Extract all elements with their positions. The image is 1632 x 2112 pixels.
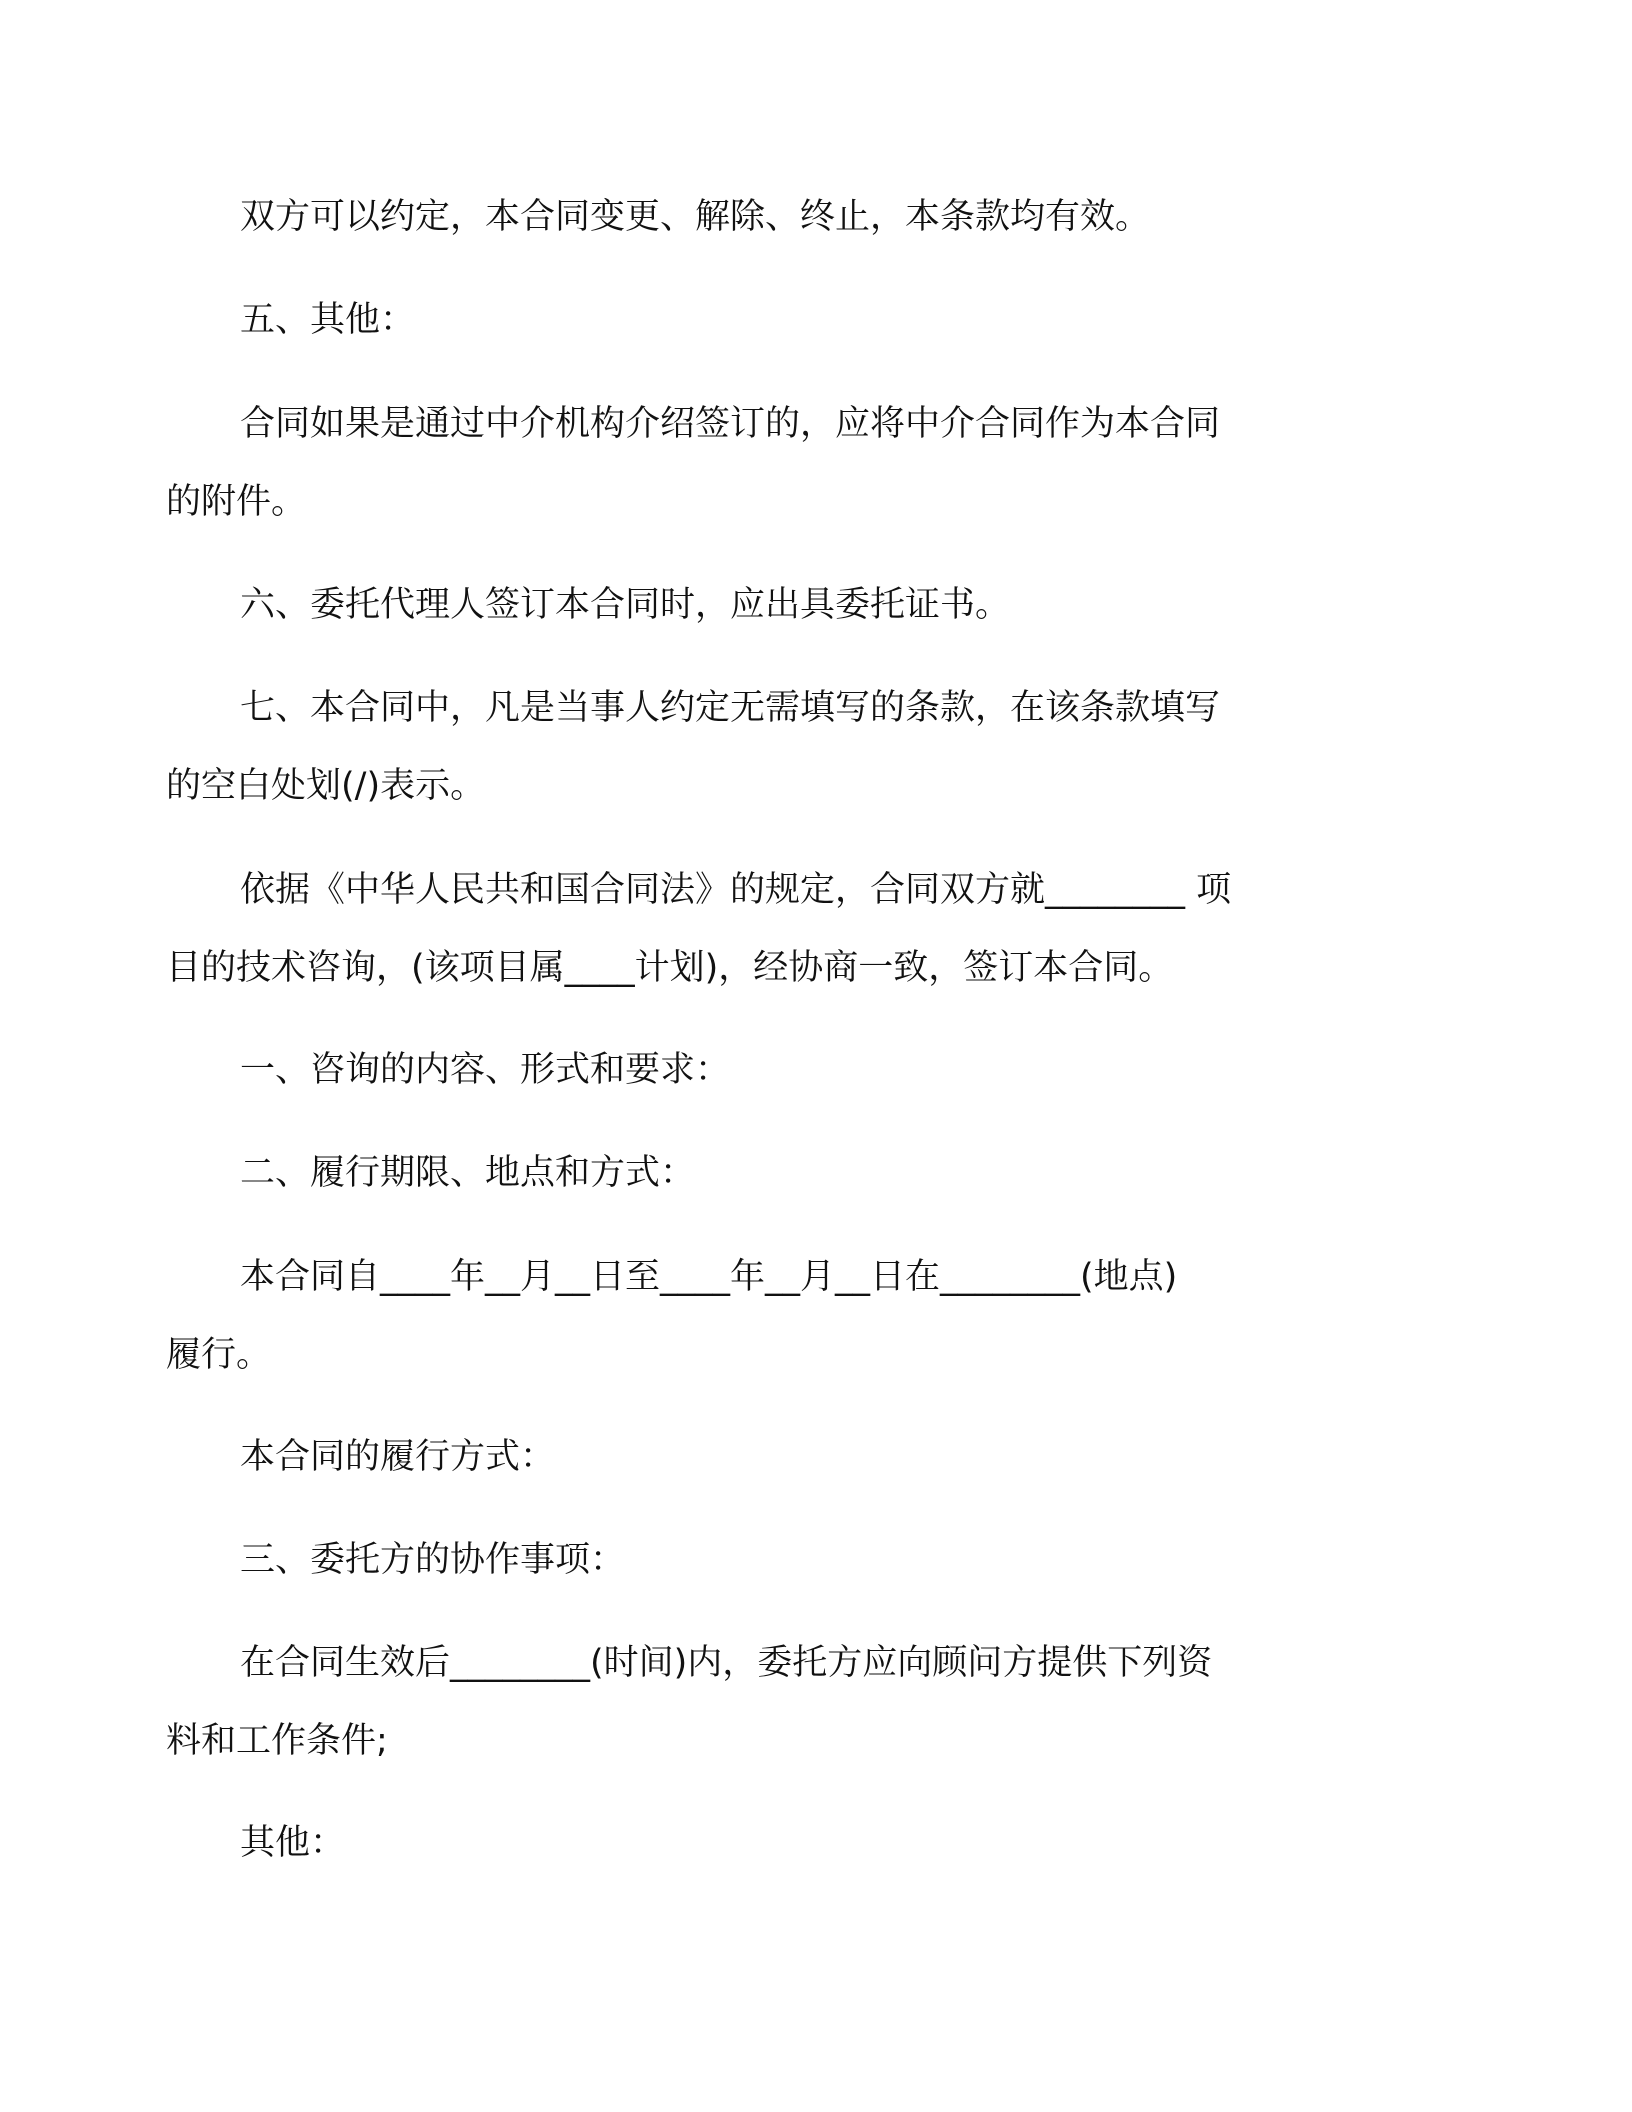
paragraph-line: 履行。 [166,1335,272,1375]
section-heading-content [240,1050,1390,1090]
paragraph-line: 一、咨询的内容、形式和要求： [240,1050,731,1090]
paragraph-others [240,1823,1390,1863]
paragraph-line: 二、履行期限、地点和方式： [240,1153,696,1193]
paragraph-line: 其他： [240,1823,346,1863]
paragraph-line: 本合同自____年__月__日至____年__月__日在________(地点) [240,1257,1178,1297]
paragraph-line: 料和工作条件; [166,1721,388,1761]
paragraph-line: 目的技术咨询，(该项目属____计划)，经协商一致，签订本合同。 [166,948,1174,988]
paragraph-validity-clause [240,197,1390,237]
paragraph-line: 的空白处划(/)表示。 [166,766,486,806]
paragraph-line: 依据《中华人民共和国合同法》的规定，合同双方就________ 项 [240,870,1232,910]
paragraph-line: 合同如果是通过中介机构介绍签订的，应将中介合同作为本合同 [240,404,1221,444]
paragraph-line: 三、委托方的协作事项： [240,1540,626,1580]
paragraph-line: 的附件。 [166,482,307,522]
paragraph-line: 本合同的履行方式： [240,1437,556,1477]
paragraph-performance-method [240,1437,1390,1477]
paragraph-contract-basis [166,870,1390,988]
paragraph-line: 六、委托代理人签订本合同时，应出具委托证书。 [240,585,1011,625]
section-heading-term [240,1153,1390,1193]
section-heading-others [240,300,1390,340]
section-heading-proxy [240,585,1390,625]
section-blank-fields [166,688,1390,806]
paragraph-term-dates [166,1257,1390,1375]
paragraph-line: 七、本合同中，凡是当事人约定无需填写的条款，在该条款填写 [240,688,1221,728]
paragraph-materials [166,1643,1390,1761]
section-heading-cooperation [240,1540,1390,1580]
paragraph-agency-contract [166,404,1390,522]
paragraph-line: 在合同生效后________(时间)内，委托方应向顾问方提供下列资 [240,1643,1213,1683]
paragraph-line: 五、其他： [240,300,416,340]
paragraph-line: 双方可以约定，本合同变更、解除、终止，本条款均有效。 [240,197,1151,237]
